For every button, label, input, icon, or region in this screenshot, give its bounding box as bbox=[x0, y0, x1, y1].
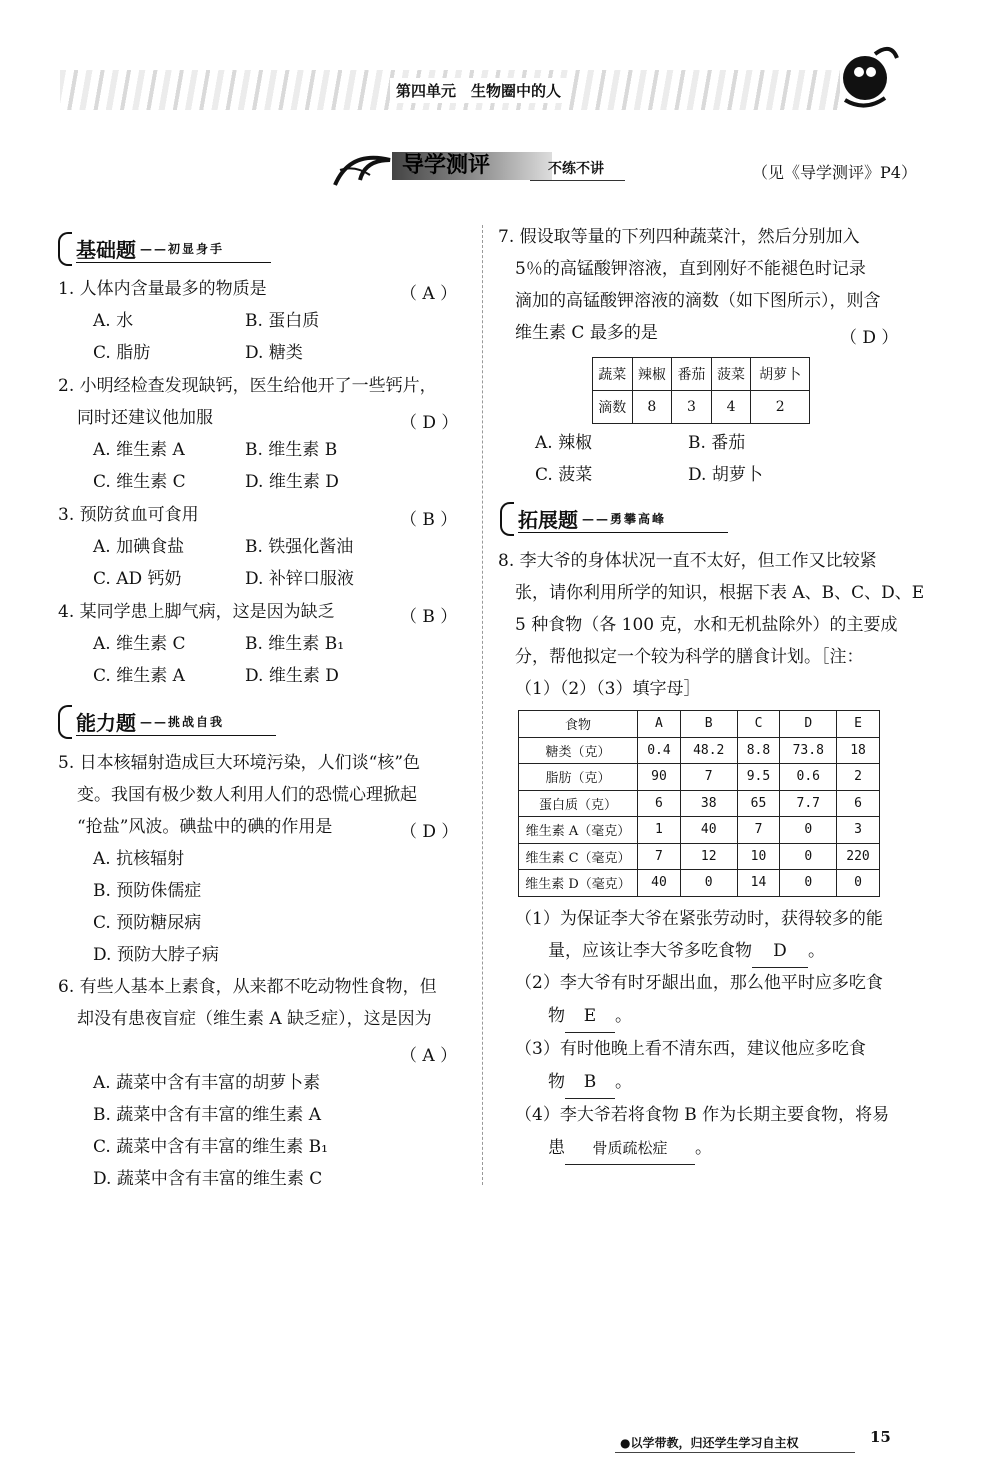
table-cell: 14 bbox=[737, 870, 780, 897]
q8-sub1-line1: （1）为保证李大爷在紧张劳动时，获得较多的能 bbox=[515, 909, 883, 929]
section-bracket bbox=[58, 232, 72, 266]
q6-option-a: A. 蔬菜中含有丰富的胡萝卜素 bbox=[93, 1073, 321, 1093]
table-cell: 番茄 bbox=[672, 358, 712, 391]
q8-sub4-line2 bbox=[548, 1132, 712, 1165]
table-cell: 6 bbox=[837, 790, 880, 817]
q1-stem: 1. 人体内含量最多的物质是 bbox=[58, 279, 267, 299]
q7-table bbox=[592, 357, 810, 424]
section-extend-sub: ——勇攀高峰 bbox=[582, 512, 667, 526]
banner-underline bbox=[530, 180, 625, 181]
q8-nutrition-table bbox=[518, 710, 880, 897]
table-cell: 胡萝卜 bbox=[751, 358, 810, 391]
table-cell: 6 bbox=[638, 790, 681, 817]
table-cell: 辣椒 bbox=[632, 358, 672, 391]
table-cell: 12 bbox=[680, 843, 737, 870]
q2-option-b: B. 维生素 B bbox=[245, 440, 338, 460]
q2-option-a: A. 维生素 A bbox=[93, 440, 185, 460]
table-cell: 10 bbox=[737, 843, 780, 870]
section-underline bbox=[518, 532, 728, 533]
table-row bbox=[519, 737, 880, 764]
table-cell: 2 bbox=[837, 764, 880, 791]
q7-option-b: B. 番茄 bbox=[688, 433, 746, 453]
q8-sub2-answer: E bbox=[565, 1000, 615, 1033]
table-cell: 3 bbox=[837, 817, 880, 844]
q3-option-c: C. AD 钙奶 bbox=[93, 569, 182, 589]
q4-option-d: D. 维生素 D bbox=[245, 666, 339, 686]
table-cell: 7 bbox=[680, 764, 737, 791]
table-cell: 0.6 bbox=[780, 764, 837, 791]
q8-sub3-answer: B bbox=[565, 1066, 615, 1099]
table-cell: 4 bbox=[711, 391, 751, 424]
column-divider bbox=[482, 225, 483, 1185]
q5-option-d: D. 预防大脖子病 bbox=[93, 945, 219, 965]
table-cell: 9.5 bbox=[737, 764, 780, 791]
q7-stem-line2: 5％的高锰酸钾溶液，直到刚好不能褪色时记录 bbox=[515, 259, 866, 279]
banner-subtitle: 不练不讲 bbox=[548, 161, 604, 177]
q7-option-c: C. 菠菜 bbox=[535, 465, 593, 485]
reference-note: （见《导学测评》P4） bbox=[752, 163, 917, 182]
table-row bbox=[519, 870, 880, 897]
q8-sub2-text: 物 bbox=[548, 1006, 565, 1026]
table-cell: 38 bbox=[680, 790, 737, 817]
q8-stem-line4: 分，帮他拟定一个较为科学的膳食计划。［注： bbox=[515, 647, 864, 667]
q8-stem-line3: 5 种食物（各 100 克，水和无机盐除外）的主要成 bbox=[515, 615, 898, 635]
q8-sub3-line2 bbox=[548, 1066, 632, 1099]
table-row bbox=[519, 764, 880, 791]
q8-sub4-text: 患 bbox=[548, 1138, 565, 1158]
footer-underline bbox=[615, 1452, 855, 1453]
q5-option-a: A. 抗核辐射 bbox=[93, 849, 185, 869]
table-cell: 维生素 A（毫克） bbox=[519, 817, 638, 844]
q8-stem-line2: 张，请你利用所学的知识，根据下表 A、B、C、D、E bbox=[515, 583, 925, 603]
table-cell: 蛋白质（克） bbox=[519, 790, 638, 817]
q5-stem-line1: 5. 日本核辐射造成巨大环境污染，人们谈“核”色 bbox=[58, 753, 421, 773]
q8-sub3-line1: （3）有时他晚上看不清东西，建议他应多吃食 bbox=[515, 1039, 866, 1059]
section-underline bbox=[76, 735, 276, 736]
q2-option-d: D. 维生素 D bbox=[245, 472, 339, 492]
q5-answer: （ D ） bbox=[400, 822, 459, 842]
q7-option-d: D. 胡萝卜 bbox=[688, 465, 763, 485]
table-cell: 滴数 bbox=[593, 391, 633, 424]
table-cell: 3 bbox=[672, 391, 712, 424]
unit-title: 第四单元 生物圈中的人 bbox=[390, 78, 567, 103]
table-cell: 0 bbox=[837, 870, 880, 897]
q4-option-b: B. 维生素 B₁ bbox=[245, 634, 345, 654]
section-extend-title: 拓展题 bbox=[518, 508, 578, 532]
q1-option-b: B. 蛋白质 bbox=[245, 311, 320, 331]
q2-answer: （ D ） bbox=[400, 413, 459, 433]
q7-stem-line4: 维生素 C 最多的是 bbox=[515, 323, 658, 343]
q6-option-b: B. 蔬菜中含有丰富的维生素 A bbox=[93, 1105, 321, 1125]
table-cell: B bbox=[680, 711, 737, 738]
period: 。 bbox=[808, 941, 825, 961]
table-cell: 0.4 bbox=[638, 737, 681, 764]
section-ability-title: 能力题 bbox=[76, 711, 136, 735]
q1-option-d: D. 糖类 bbox=[245, 343, 303, 363]
q8-sub1-line2 bbox=[548, 935, 825, 968]
table-cell: 1 bbox=[638, 817, 681, 844]
period: 。 bbox=[615, 1006, 632, 1026]
q5-option-c: C. 预防糖尿病 bbox=[93, 913, 202, 933]
q1-option-a: A. 水 bbox=[93, 311, 134, 331]
q3-answer: （ B ） bbox=[400, 510, 458, 530]
q1-option-c: C. 脂肪 bbox=[93, 343, 151, 363]
q8-sub4-line1: （4）李大爷若将食物 B 作为长期主要食物，将易 bbox=[515, 1105, 890, 1125]
section-basic-sub: ——初显身手 bbox=[140, 242, 225, 256]
q8-sub2-line2 bbox=[548, 1000, 632, 1033]
q6-stem-line1: 6. 有些人基本上素食，从来都不吃动物性食物，但 bbox=[58, 977, 437, 997]
q5-stem-line3: “抢盐”风波。碘盐中的碘的作用是 bbox=[77, 817, 333, 837]
q2-stem-line2: 同时还建议他加服 bbox=[77, 408, 213, 428]
table-cell: 7 bbox=[737, 817, 780, 844]
table-cell: 40 bbox=[680, 817, 737, 844]
q3-option-d: D. 补锌口服液 bbox=[245, 569, 354, 589]
section-ability-sub: ——挑战自我 bbox=[140, 715, 225, 729]
table-cell: 8 bbox=[632, 391, 672, 424]
table-cell: 0 bbox=[780, 870, 837, 897]
q8-sub1-text: 量，应该让李大爷多吃食物 bbox=[548, 941, 752, 961]
table-cell: 8.8 bbox=[737, 737, 780, 764]
section-basic-title: 基础题 bbox=[76, 238, 136, 262]
banner-title: 导学测评 bbox=[392, 152, 552, 180]
table-cell: E bbox=[837, 711, 880, 738]
table-cell: 48.2 bbox=[680, 737, 737, 764]
footer-slogan: ●以学带教，归还学生学习自主权 bbox=[620, 1436, 799, 1450]
table-cell: 40 bbox=[638, 870, 681, 897]
table-cell: 0 bbox=[780, 817, 837, 844]
q6-stem-line2: 却没有患夜盲症（维生素 A 缺乏症），这是因为 bbox=[77, 1009, 432, 1029]
q5-stem-line2: 变。我国有极少数人利用人们的恐慌心理掀起 bbox=[77, 785, 417, 805]
table-cell: 73.8 bbox=[780, 737, 837, 764]
table-cell: 220 bbox=[837, 843, 880, 870]
q5-option-b: B. 预防侏儒症 bbox=[93, 881, 202, 901]
mascot-icon bbox=[835, 40, 901, 112]
q7-option-a: A. 辣椒 bbox=[535, 433, 593, 453]
period: 。 bbox=[695, 1138, 712, 1158]
table-cell: 7.7 bbox=[780, 790, 837, 817]
q7-stem-line3: 滴加的高锰酸钾溶液的滴数（如下图所示），则含 bbox=[515, 291, 881, 311]
table-cell: 90 bbox=[638, 764, 681, 791]
section-bracket bbox=[58, 705, 72, 739]
q4-option-a: A. 维生素 C bbox=[93, 634, 186, 654]
table-cell: 7 bbox=[638, 843, 681, 870]
q4-stem: 4. 某同学患上脚气病，这是因为缺乏 bbox=[58, 602, 335, 622]
q6-option-c: C. 蔬菜中含有丰富的维生素 B₁ bbox=[93, 1137, 328, 1157]
table-row bbox=[519, 817, 880, 844]
table-cell: 脂肪（克） bbox=[519, 764, 638, 791]
table-cell: 维生素 D（毫克） bbox=[519, 870, 638, 897]
table-cell: 18 bbox=[837, 737, 880, 764]
table-cell: 0 bbox=[680, 870, 737, 897]
q7-stem-line1: 7. 假设取等量的下列四种蔬菜汁，然后分别加入 bbox=[498, 227, 860, 247]
table-cell: C bbox=[737, 711, 780, 738]
q8-stem-line1: 8. 李大爷的身体状况一直不太好，但工作又比较紧 bbox=[498, 551, 877, 571]
q8-sub3-text: 物 bbox=[548, 1072, 565, 1092]
q8-sub2-line1: （2）李大爷有时牙龈出血，那么他平时应多吃食 bbox=[515, 973, 883, 993]
q4-answer: （ B ） bbox=[400, 607, 458, 627]
q8-sub1-answer: D bbox=[752, 935, 808, 968]
q7-answer: （ D ） bbox=[840, 328, 899, 348]
period: 。 bbox=[615, 1072, 632, 1092]
table-cell: 菠菜 bbox=[711, 358, 751, 391]
q2-stem-line1: 2. 小明经检查发现缺钙，医生给他开了一些钙片， bbox=[58, 376, 437, 396]
q3-option-a: A. 加碘食盐 bbox=[93, 537, 185, 557]
q8-stem-line5: （1）（2）（3）填字母］ bbox=[515, 679, 701, 699]
q3-option-b: B. 铁强化酱油 bbox=[245, 537, 354, 557]
table-cell: 蔬菜 bbox=[593, 358, 633, 391]
table-cell: 65 bbox=[737, 790, 780, 817]
q2-option-c: C. 维生素 C bbox=[93, 472, 186, 492]
table-row bbox=[519, 790, 880, 817]
banner-swirl-icon bbox=[330, 150, 400, 190]
q4-option-c: C. 维生素 A bbox=[93, 666, 185, 686]
q6-answer: （ A ） bbox=[400, 1046, 458, 1066]
table-cell: 糖类（克） bbox=[519, 737, 638, 764]
q3-stem: 3. 预防贫血可食用 bbox=[58, 505, 199, 525]
page-number: 15 bbox=[870, 1428, 891, 1446]
table-cell: D bbox=[780, 711, 837, 738]
section-bracket bbox=[500, 502, 514, 536]
table-cell: A bbox=[638, 711, 681, 738]
table-row bbox=[519, 843, 880, 870]
table-cell: 2 bbox=[751, 391, 810, 424]
table-cell: 食物 bbox=[519, 711, 638, 738]
q8-sub4-answer: 骨质疏松症 bbox=[565, 1132, 695, 1165]
q1-answer: （ A ） bbox=[400, 284, 458, 304]
table-cell: 维生素 C（毫克） bbox=[519, 843, 638, 870]
q6-option-d: D. 蔬菜中含有丰富的维生素 C bbox=[93, 1169, 323, 1189]
section-underline bbox=[76, 262, 271, 263]
table-cell: 0 bbox=[780, 843, 837, 870]
